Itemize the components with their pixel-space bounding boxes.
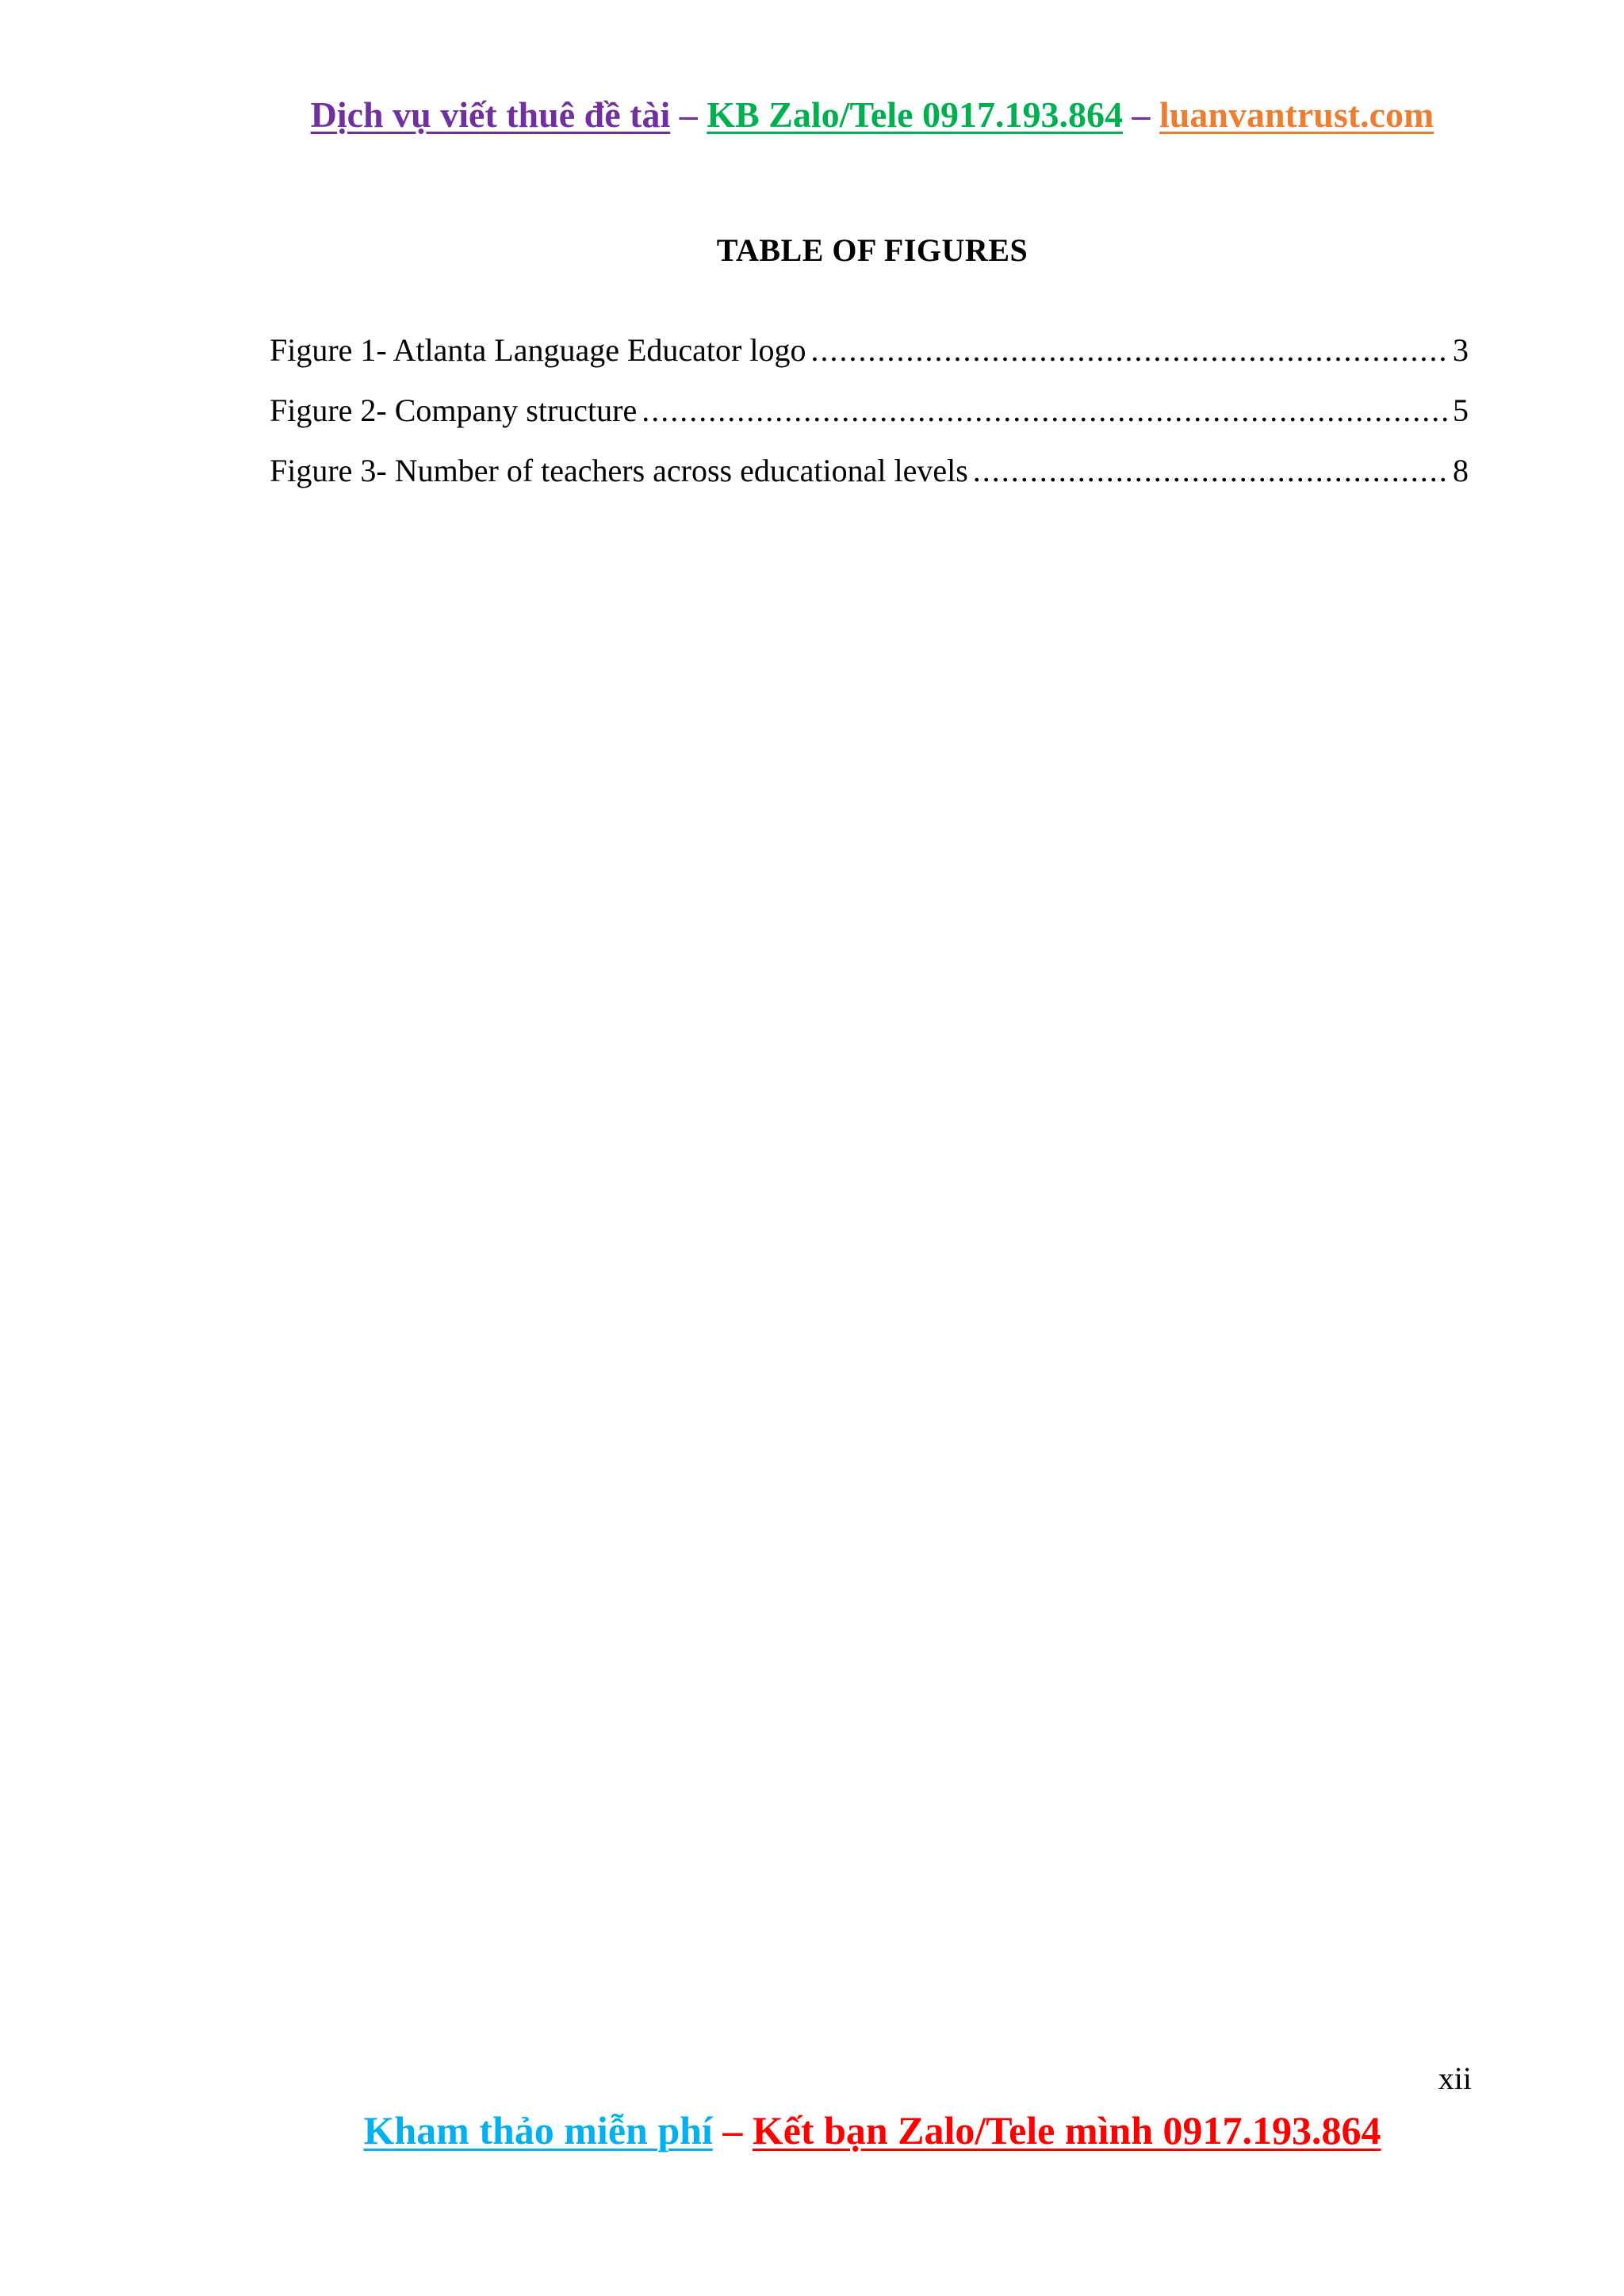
header-website-link[interactable]: luanvantrust.com [1159,94,1434,135]
toc-leader-dots [810,320,1448,381]
table-of-figures-title: TABLE OF FIGURES [716,232,1028,268]
footer-separator: – [712,2108,753,2152]
toc-entry-page: 5 [1453,392,1469,428]
toc-entry[interactable] [270,381,1469,441]
header-contact-link[interactable]: KB Zalo/Tele 0917.193.864 [707,94,1124,135]
footer-free-reference-link[interactable]: Kham thảo miễn phí [363,2108,713,2152]
toc-entry-label: Figure 2- Company structure [270,392,638,428]
toc-entry-label: Figure 3- Number of teachers across educational levels [270,453,968,488]
header-separator: – [1123,94,1160,135]
toc-leader-dots [642,381,1448,441]
page-header [270,94,1475,136]
page-number: xii [1438,2061,1472,2096]
toc-entry-label: Figure 1- Atlanta Language Educator logo [270,332,806,368]
toc-leader-dots [973,441,1448,501]
toc-entry-page: 8 [1453,453,1469,488]
toc-entry-page: 3 [1453,332,1469,368]
header-service-link[interactable]: Dịch vụ viết thuê đề tài [310,94,671,135]
table-of-figures-list [270,320,1469,501]
footer-contact-link[interactable]: Kết bạn Zalo/Tele mình 0917.193.864 [752,2108,1381,2152]
toc-entry[interactable] [270,320,1469,381]
header-separator: – [670,94,707,135]
page-footer [270,2107,1475,2153]
toc-entry[interactable] [270,441,1469,501]
